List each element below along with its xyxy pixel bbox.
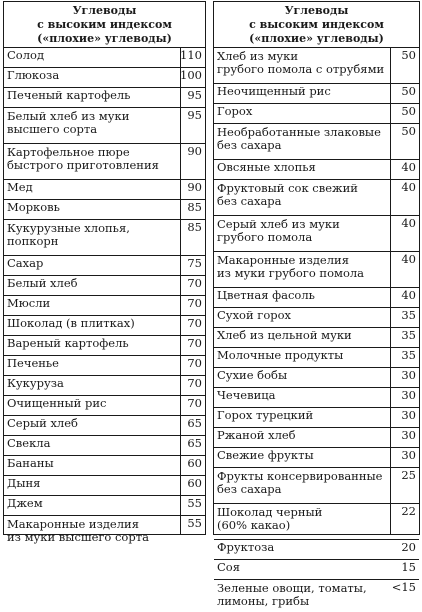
food-name: Сухие бобы bbox=[217, 368, 288, 382]
glycemic-index-value: 40 bbox=[401, 180, 416, 194]
glycemic-index-value: 70 bbox=[187, 296, 202, 310]
right-table-row bbox=[214, 468, 419, 504]
right-table-row bbox=[214, 408, 419, 428]
glycemic-index-value: 22 bbox=[401, 504, 416, 518]
food-name: Зеленые овощи, томаты, лимоны, грибы bbox=[217, 581, 367, 608]
right-table-header bbox=[214, 2, 419, 48]
left-table-row bbox=[4, 436, 205, 456]
food-name: Соя bbox=[217, 560, 240, 574]
food-name: Кукуруза bbox=[7, 376, 64, 390]
right-table bbox=[213, 1, 420, 608]
food-name: Чечевица bbox=[217, 388, 276, 402]
glycemic-index-value: <15 bbox=[391, 580, 416, 594]
right-table-row bbox=[214, 348, 419, 368]
left-table-row bbox=[4, 256, 205, 276]
food-name: Хлеб из цельной муки bbox=[217, 328, 352, 342]
left-table-row bbox=[4, 220, 205, 256]
right-table-row bbox=[214, 328, 419, 348]
food-name: Печенье bbox=[7, 356, 59, 370]
food-name: Солод bbox=[7, 48, 45, 62]
food-name: Белый хлеб из муки высшего сорта bbox=[7, 109, 130, 136]
left-header-line-2: с высоким индексом bbox=[37, 18, 172, 31]
food-name: Серый хлеб из муки грубого помола bbox=[217, 217, 340, 244]
glycemic-index-value: 30 bbox=[401, 408, 416, 422]
food-name: Горох турецкий bbox=[217, 408, 314, 422]
glycemic-index-value: 75 bbox=[187, 256, 202, 270]
food-name: Необработанные злаковые без сахара bbox=[217, 125, 381, 152]
left-table-row bbox=[4, 356, 205, 376]
right-table-row bbox=[214, 124, 419, 160]
left-table-row bbox=[4, 496, 205, 516]
glycemic-index-value: 15 bbox=[401, 560, 416, 574]
food-name: Глюкоза bbox=[7, 68, 60, 82]
food-name: Макаронные изделия из муки грубого помола bbox=[217, 253, 365, 280]
glycemic-index-value: 50 bbox=[401, 124, 416, 138]
glycemic-index-value: 30 bbox=[401, 388, 416, 402]
food-name: Шоколад черный (60% какао) bbox=[217, 505, 323, 532]
right-table-row bbox=[214, 48, 419, 84]
glycemic-index-value: 20 bbox=[401, 540, 416, 554]
food-name: Дыня bbox=[7, 476, 41, 490]
glycemic-index-value: 70 bbox=[187, 396, 202, 410]
food-name: Бананы bbox=[7, 456, 54, 470]
food-name: Печеный картофель bbox=[7, 88, 131, 102]
left-table-row bbox=[4, 416, 205, 436]
right-table-row bbox=[214, 388, 419, 408]
food-name: Мюсли bbox=[7, 296, 51, 310]
left-table-row bbox=[4, 108, 205, 144]
left-table-row bbox=[4, 396, 205, 416]
right-table-row bbox=[214, 560, 419, 580]
food-name: Шоколад (в плитках) bbox=[7, 316, 135, 330]
glycemic-index-value: 85 bbox=[187, 220, 202, 234]
food-name: Овсяные хлопья bbox=[217, 160, 316, 174]
left-table-row bbox=[4, 516, 205, 550]
right-table-row bbox=[214, 368, 419, 388]
glycemic-index-value: 65 bbox=[187, 416, 202, 430]
right-table-row bbox=[214, 180, 419, 216]
right-table-row bbox=[214, 504, 419, 540]
glycemic-index-value: 40 bbox=[401, 160, 416, 174]
glycemic-index-value: 35 bbox=[401, 348, 416, 362]
glycemic-index-value: 30 bbox=[401, 368, 416, 382]
right-table-row bbox=[214, 448, 419, 468]
glycemic-index-value: 95 bbox=[187, 108, 202, 122]
glycemic-index-value: 65 bbox=[187, 436, 202, 450]
glycemic-index-value: 85 bbox=[187, 200, 202, 214]
glycemic-index-value: 40 bbox=[401, 252, 416, 266]
food-name: Макаронные изделия из муки высшего сорта bbox=[7, 517, 149, 544]
food-name: Хлеб из муки грубого помола с отрубями bbox=[217, 49, 385, 76]
food-name: Сухой горох bbox=[217, 308, 292, 322]
glycemic-index-value: 60 bbox=[187, 476, 202, 490]
glycemic-index-value: 60 bbox=[187, 456, 202, 470]
food-name: Фрукты консервированные без сахара bbox=[217, 469, 383, 496]
food-name: Мед bbox=[7, 180, 33, 194]
food-name: Фруктоза bbox=[217, 540, 275, 554]
right-header-line-1: Углеводы bbox=[284, 4, 349, 17]
glycemic-index-value: 35 bbox=[401, 328, 416, 342]
left-header-line-1: Углеводы bbox=[72, 4, 137, 17]
glycemic-index-value: 70 bbox=[187, 336, 202, 350]
right-table-row bbox=[214, 252, 419, 288]
food-name: Морковь bbox=[7, 200, 60, 214]
glycemic-index-value: 35 bbox=[401, 308, 416, 322]
food-name: Фруктовый сок свежий без сахара bbox=[217, 181, 358, 208]
food-name: Неочищенный рис bbox=[217, 84, 331, 98]
left-table bbox=[3, 1, 206, 544]
right-table-row bbox=[214, 160, 419, 180]
glycemic-index-value: 50 bbox=[401, 84, 416, 98]
glycemic-index-value: 55 bbox=[187, 516, 202, 530]
glycemic-index-value: 30 bbox=[401, 448, 416, 462]
left-table-row bbox=[4, 144, 205, 180]
left-table-row bbox=[4, 296, 205, 316]
left-table-row bbox=[4, 476, 205, 496]
food-name: Сахар bbox=[7, 256, 44, 270]
food-name: Картофельное пюре быстрого приготовления bbox=[7, 145, 159, 172]
right-header-line-2: с высоким индексом bbox=[249, 18, 384, 31]
glycemic-index-value: 95 bbox=[187, 88, 202, 102]
glycemic-index-value: 50 bbox=[401, 104, 416, 118]
food-name: Кукурузные хлопья, попкорн bbox=[7, 221, 130, 248]
left-header-line-3: («плохие» углеводы) bbox=[37, 32, 172, 45]
right-table-body bbox=[214, 48, 419, 612]
glycemic-index-value: 70 bbox=[187, 316, 202, 330]
glycemic-index-value: 40 bbox=[401, 216, 416, 230]
left-table-row bbox=[4, 456, 205, 476]
glycemic-index-value: 55 bbox=[187, 496, 202, 510]
glycemic-index-value: 40 bbox=[401, 288, 416, 302]
food-name: Вареный картофель bbox=[7, 336, 129, 350]
food-name: Белый хлеб bbox=[7, 276, 78, 290]
food-name: Молочные продукты bbox=[217, 348, 344, 362]
left-table-row bbox=[4, 376, 205, 396]
glycemic-index-value: 70 bbox=[187, 276, 202, 290]
left-table-row bbox=[4, 276, 205, 296]
food-name: Цветная фасоль bbox=[217, 288, 315, 302]
left-table-row bbox=[4, 180, 205, 200]
left-table-row bbox=[4, 200, 205, 220]
food-name: Джем bbox=[7, 496, 43, 510]
right-table-row bbox=[214, 580, 419, 612]
glycemic-index-value: 90 bbox=[187, 180, 202, 194]
right-table-row bbox=[214, 216, 419, 252]
glycemic-index-value: 30 bbox=[401, 428, 416, 442]
food-name: Горох bbox=[217, 104, 253, 118]
left-table-row bbox=[4, 316, 205, 336]
glycemic-index-value: 110 bbox=[180, 48, 202, 62]
glycemic-index-value: 70 bbox=[187, 376, 202, 390]
food-name: Ржаной хлеб bbox=[217, 428, 296, 442]
glycemic-index-value: 90 bbox=[187, 144, 202, 158]
food-name: Свежие фрукты bbox=[217, 448, 314, 462]
glycemic-index-value: 70 bbox=[187, 356, 202, 370]
left-table-row bbox=[4, 336, 205, 356]
left-table-row bbox=[4, 88, 205, 108]
food-name: Свекла bbox=[7, 436, 51, 450]
left-table-row bbox=[4, 48, 205, 68]
right-table-row bbox=[214, 288, 419, 308]
right-table-row bbox=[214, 540, 419, 560]
glycemic-index-value: 25 bbox=[401, 468, 416, 482]
glycemic-index-value: 100 bbox=[180, 68, 202, 82]
right-table-row bbox=[214, 428, 419, 448]
glycemic-index-value: 50 bbox=[401, 48, 416, 62]
left-table-header bbox=[4, 2, 205, 48]
right-table-row bbox=[214, 104, 419, 124]
food-name: Очищенный рис bbox=[7, 396, 107, 410]
left-table-row bbox=[4, 68, 205, 88]
left-table-body bbox=[4, 48, 205, 550]
right-table-row bbox=[214, 308, 419, 328]
right-header-line-3: («плохие» углеводы) bbox=[249, 32, 384, 45]
food-name: Серый хлеб bbox=[7, 416, 78, 430]
right-table-row bbox=[214, 84, 419, 104]
